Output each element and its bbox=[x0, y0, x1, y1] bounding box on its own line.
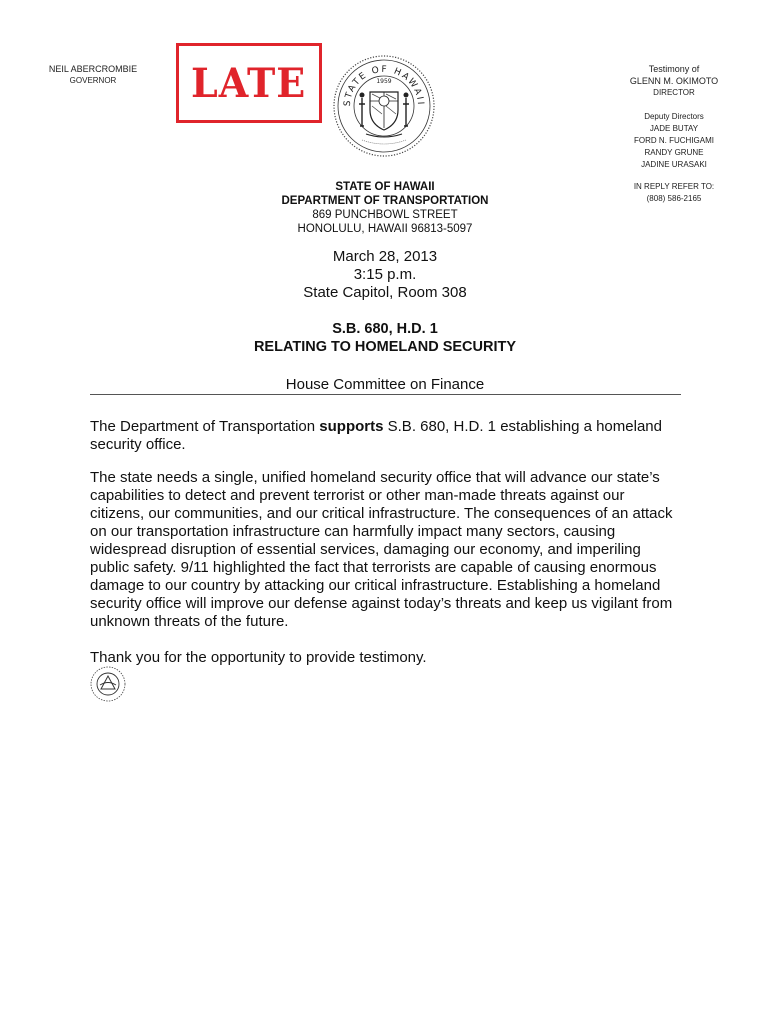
support-paragraph bbox=[90, 418, 682, 454]
support-text-post: S.B. 680, H.D. 1 establishing a homeland security office. bbox=[90, 418, 662, 453]
deputy-directors-label: Deputy Directors bbox=[644, 112, 704, 121]
support-keyword: supports bbox=[319, 418, 384, 435]
governor-block bbox=[44, 63, 142, 87]
department-street: 869 PUNCHBOWL STREET bbox=[312, 209, 458, 221]
hearing-info bbox=[200, 248, 570, 302]
governor-title: GOVERNOR bbox=[69, 76, 117, 85]
governor-name: NEIL ABERCROMBIE bbox=[48, 64, 138, 74]
deputy-director: JADE BUTAY bbox=[649, 124, 699, 133]
reply-phone: (808) 586-2165 bbox=[646, 194, 702, 203]
bill-heading bbox=[150, 320, 620, 356]
department-name: DEPARTMENT OF TRANSPORTATION bbox=[281, 195, 489, 207]
department-city: HONOLULU, HAWAII 96813-5097 bbox=[297, 223, 473, 235]
deputy-director: FORD N. FUCHIGAMI bbox=[634, 136, 714, 145]
director-title: DIRECTOR bbox=[653, 88, 695, 97]
support-text-pre: The Department of Transportation bbox=[90, 418, 320, 435]
late-stamp-text: LATE bbox=[191, 59, 307, 107]
reply-refer-label: IN REPLY REFER TO: bbox=[633, 182, 715, 191]
seal-top-text: STATE OF HAWAII bbox=[342, 64, 426, 107]
hearing-place: State Capitol, Room 308 bbox=[303, 284, 467, 301]
deputy-director: RANDY GRUNE bbox=[644, 148, 704, 157]
late-stamp bbox=[176, 43, 322, 123]
state-name: STATE OF HAWAII bbox=[335, 181, 435, 193]
hearing-date: March 28, 2013 bbox=[332, 248, 438, 265]
department-logo-icon bbox=[88, 664, 128, 704]
divider bbox=[90, 394, 681, 395]
deputy-director: JADINE URASAKI bbox=[641, 160, 707, 169]
seal-year: 1959 bbox=[376, 78, 392, 85]
committee-name: House Committee on Finance bbox=[285, 376, 485, 393]
bill-subject: RELATING TO HOMELAND SECURITY bbox=[253, 339, 517, 355]
department-address bbox=[200, 180, 570, 236]
closing-paragraph: Thank you for the opportunity to provide testimony. bbox=[90, 649, 427, 666]
bill-number: S.B. 680, H.D. 1 bbox=[332, 321, 438, 337]
state-seal-icon bbox=[332, 54, 436, 158]
rationale-paragraph: The state needs a single, unified homeland security office that will advance our state’s capabilities to detect and prevent terrorist or other man-made threats against our citizens, our communities, and our critical infrastructure. The consequences of an attack on our transportation infrastructure can harmfully impact many sectors, causing widespread disruption of essential services, damaging our economy, and imperiling public safety. 9/11 highlighted the fact that terrorists are capable of causing enormous damage to our country by attacking our critical infrastructure. Establishing a homeland security office will improve our defense against today’s threats and keep us vigilant from unknown threats of the future. bbox=[90, 469, 673, 630]
director-block bbox=[612, 63, 736, 205]
hearing-time: 3:15 p.m. bbox=[353, 266, 417, 283]
director-name: GLENN M. OKIMOTO bbox=[629, 76, 719, 86]
testimony-label: Testimony of bbox=[648, 64, 700, 74]
